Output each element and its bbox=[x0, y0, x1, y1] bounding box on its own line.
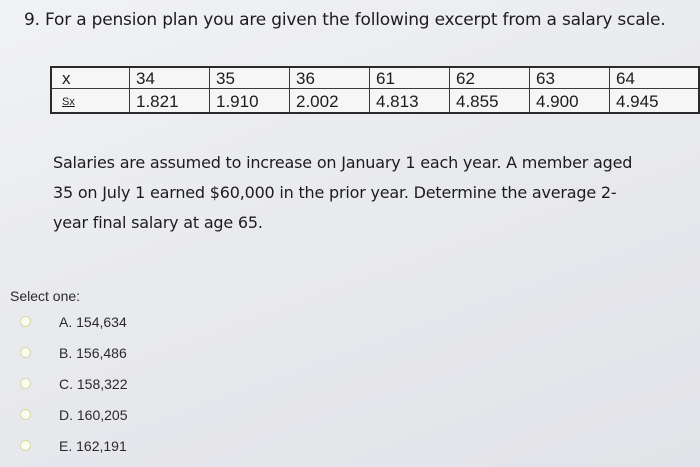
radio-button-d[interactable] bbox=[20, 409, 31, 420]
sx-value-35: 1.910 bbox=[210, 89, 290, 114]
sx-value-63: 4.900 bbox=[530, 89, 610, 114]
question-title: 9. For a pension plan you are given the following excerpt from a salary scale. bbox=[24, 10, 666, 30]
x-value-35: 35 bbox=[210, 67, 290, 89]
answer-options bbox=[20, 306, 128, 461]
radio-button-b[interactable] bbox=[20, 347, 31, 358]
x-value-61: 61 bbox=[370, 67, 450, 89]
option-a-label: A. 154,634 bbox=[59, 313, 127, 330]
sx-value-34: 1.821 bbox=[130, 89, 210, 114]
x-value-36: 36 bbox=[290, 67, 370, 89]
salary-scale-table bbox=[50, 66, 700, 114]
option-c-label: C. 158,322 bbox=[59, 375, 128, 392]
select-one-label: Select one: bbox=[10, 288, 81, 304]
table-row-sx bbox=[51, 89, 699, 114]
option-e-label: E. 162,191 bbox=[59, 437, 127, 454]
sx-value-62: 4.855 bbox=[450, 89, 530, 114]
x-value-62: 62 bbox=[450, 67, 530, 89]
sx-value-36: 2.002 bbox=[290, 89, 370, 114]
option-e[interactable] bbox=[20, 430, 128, 461]
option-b-label: B. 156,486 bbox=[59, 344, 127, 361]
row-label-x: x bbox=[51, 67, 130, 89]
description-line-1: Salaries are assumed to increase on January 1 each year. A member aged bbox=[53, 153, 633, 172]
option-a[interactable] bbox=[20, 306, 128, 337]
radio-button-a[interactable] bbox=[20, 316, 31, 327]
option-b[interactable] bbox=[20, 337, 128, 368]
description-line-2: 35 on July 1 earned $60,000 in the prior year. Determine the average 2- bbox=[53, 183, 617, 202]
x-value-64: 64 bbox=[610, 67, 700, 89]
x-value-63: 63 bbox=[530, 67, 610, 89]
radio-button-e[interactable] bbox=[20, 440, 31, 451]
x-value-34: 34 bbox=[130, 67, 210, 89]
option-d[interactable] bbox=[20, 399, 128, 430]
sx-value-64: 4.945 bbox=[610, 89, 700, 114]
sx-value-61: 4.813 bbox=[370, 89, 450, 114]
row-label-sx bbox=[51, 89, 130, 114]
option-d-label: D. 160,205 bbox=[59, 406, 128, 423]
radio-button-c[interactable] bbox=[20, 378, 31, 389]
problem-description bbox=[53, 148, 673, 238]
table-row-x bbox=[51, 67, 699, 89]
sx-label-text: Sx bbox=[62, 96, 75, 108]
option-c[interactable] bbox=[20, 368, 128, 399]
description-line-3: year final salary at age 65. bbox=[53, 213, 263, 232]
